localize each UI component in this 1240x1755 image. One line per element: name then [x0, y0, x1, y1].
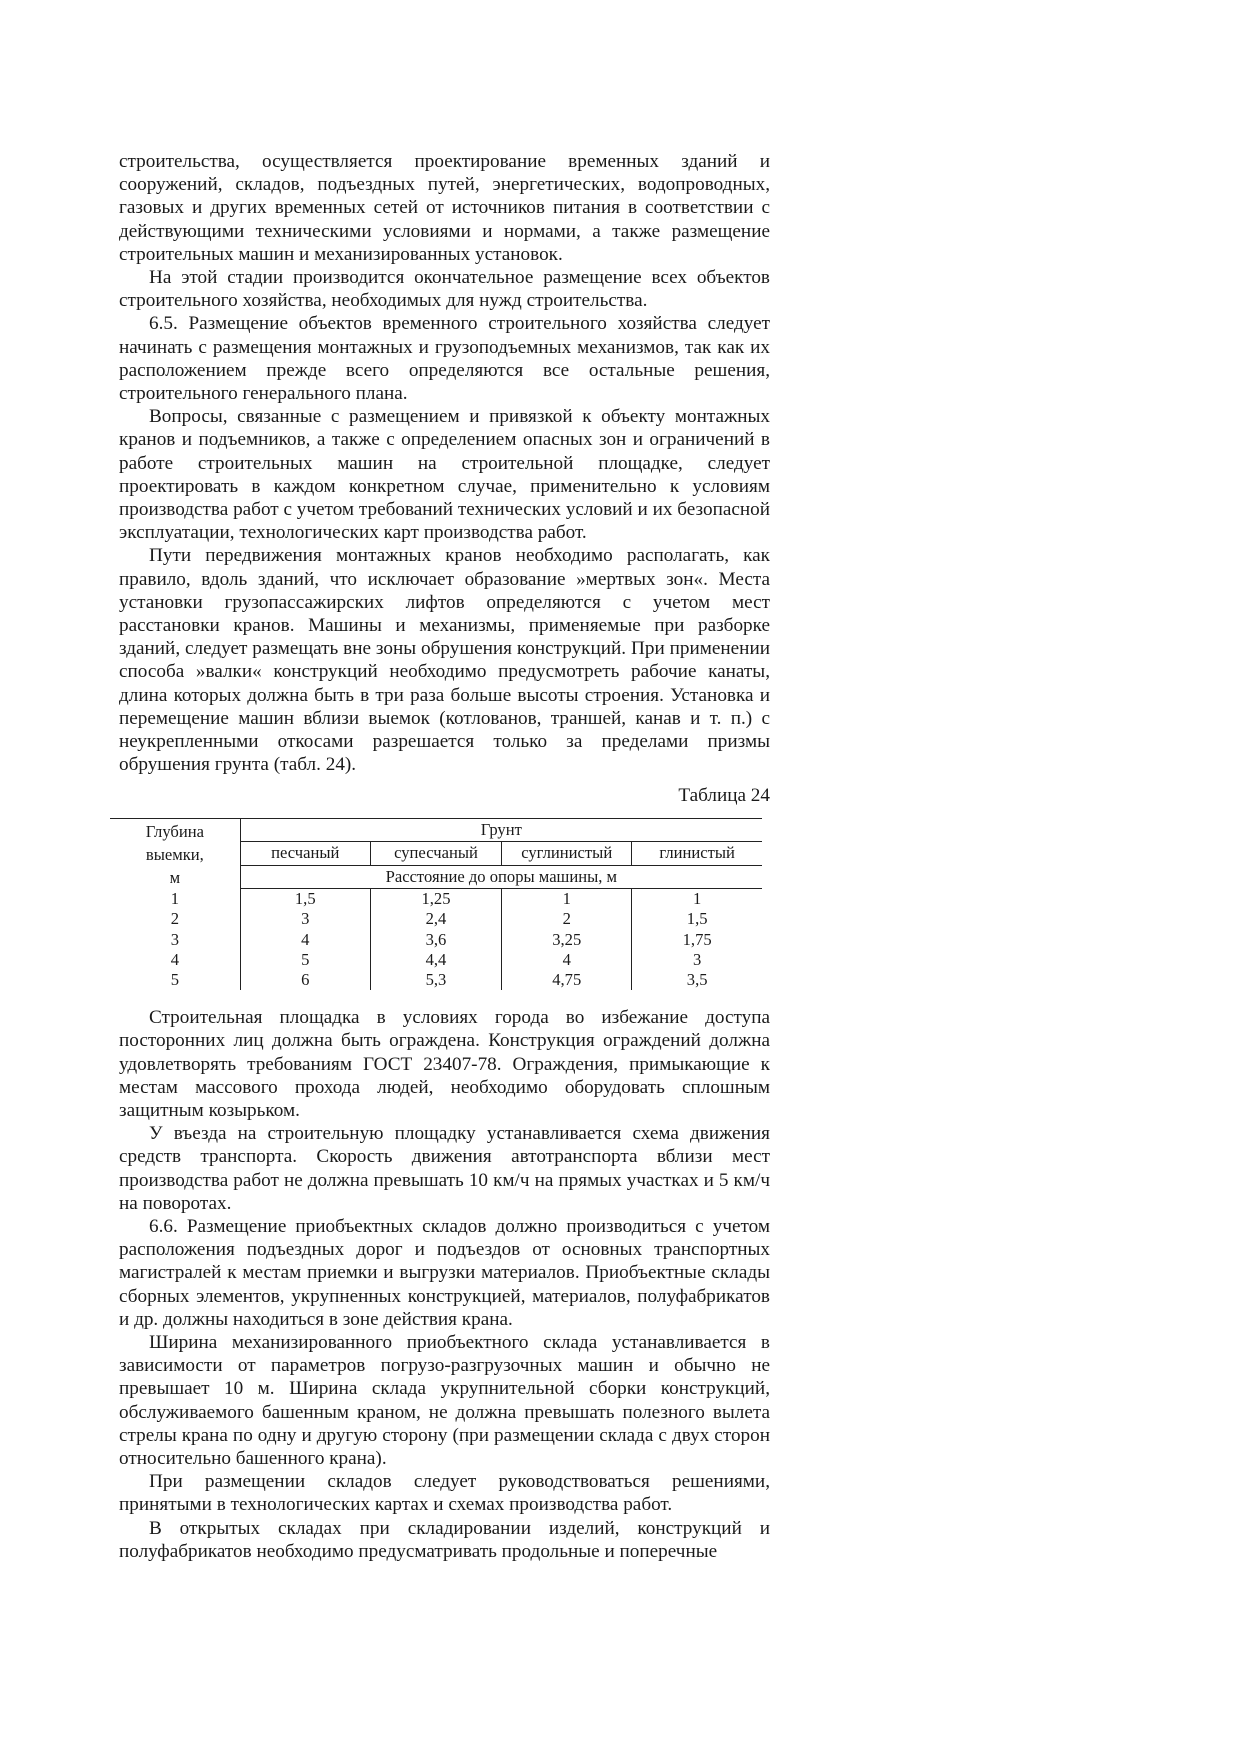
table-cell: 1,75	[682, 929, 712, 949]
paragraph: 6.6. Размещение приобъектных складов должно производиться с учетом расположения подъездных дорог и подъездов от основных транспортных магистралей к местам приемки и выгрузки материалов. Приобъектные склады сборных элементов, укрупненных конструкцией, материалов, полуфабрикатов и др. должны находиться в зоне действия крана.	[119, 1216, 770, 1330]
text-block-before-table	[119, 150, 770, 776]
soil-type-header: супесчаный	[370, 842, 501, 866]
paragraph: Ширина механизированного приобъектного склада устанавливается в зависимости от параметров погрузо-разгрузочных машин и обычно не превышает 10 м. Ширина склада укрупнительной сборки конструкций, обслуживаемого башенным краном, не должна превышать полезного вылета стрелы крана по одну и другую сторону (при размещении склада с двух сторон относительно башенного крана).	[119, 1332, 770, 1470]
table-cell: 2	[110, 909, 240, 929]
paragraph: На этой стадии производится окончательное размещение всех объектов строительного хозяйства, необходимых для нужд строительства.	[119, 267, 770, 312]
table-cell: 1	[502, 889, 632, 910]
table-row	[110, 930, 762, 950]
distance-header: Расстояние до опоры машины, м	[240, 865, 762, 889]
paragraph: Пути передвижения монтажных кранов необходимо располагать, как правило, вдоль зданий, что исключает образование »мертвых зон«. Места установки грузопассажирских лифтов определяются с учетом мест расстановки кранов. Машины и механизмы, применяемые при разборке зданий, следует размещать вне зоны обрушения конструкций. При применении способа »валки« конструкций необходимо предусмотреть рабочие канаты, длина которых должна быть в три раза больше высоты строения. Установка и перемещение машин вблизи выемок (котлованов, траншей, канав и т. п.) с неукрепленными откосами разрешается только за пределами призмы обрушения грунта (табл. 24).	[119, 545, 770, 776]
table-cell: 4	[502, 950, 632, 970]
table-row	[110, 889, 762, 910]
soil-distance-table	[110, 818, 762, 991]
table-row	[110, 950, 762, 970]
depth-header-line: м	[169, 867, 181, 887]
table-cell: 6	[240, 970, 370, 990]
depth-header-line: выемки,	[145, 844, 204, 864]
table-cell: 4,4	[370, 950, 501, 970]
table-cell: 2,4	[370, 909, 501, 929]
text-block-after-table	[119, 1006, 770, 1563]
table-cell: 1,5	[240, 889, 370, 910]
table-cell: 1	[693, 889, 702, 909]
paragraph: строительства, осуществляется проектирование временных зданий и сооружений, складов, подъездных путей, энергетических, водопроводных, газовых и других временных сетей от источников питания в соответствии с действующими техническими условиями и нормами, а также размещение строительных машин и механизированных установок.	[119, 151, 770, 265]
table-caption: Таблица 24	[678, 785, 770, 807]
soil-group-header: Грунт	[240, 818, 762, 842]
depth-column-header	[110, 818, 240, 889]
table-cell: 4	[110, 950, 240, 970]
paragraph: В открытых складах при складировании изделий, конструкций и полуфабрикатов необходимо предусматривать продольные и поперечные	[119, 1517, 770, 1562]
paragraph: Строительная площадка в условиях города во избежание доступа посторонних лиц должна быть ограждена. Конструкция ограждений должна удовлетворять требованиям ГОСТ 23407-78. Ограждения, примыкающие к местам массового прохода людей, необходимо оборудовать сплошным защитным козырьком.	[119, 1007, 770, 1122]
table-cell: 4,75	[502, 970, 632, 990]
paragraph: У въезда на строительную площадку устанавливается схема движения средств транспорта. Скорость движения автотранспорта вблизи мест производства работ не должна превышать 10 км/ч на прямых участках и 5 км/ч на поворотах.	[119, 1123, 770, 1214]
table-cell: 3,6	[370, 930, 501, 950]
soil-type-header: глинистый	[632, 842, 762, 866]
soil-type-header: песчаный	[240, 842, 370, 866]
table-cell: 1,5	[686, 909, 708, 929]
depth-header-line: Глубина	[145, 821, 204, 841]
table-24	[110, 818, 762, 991]
table-row	[110, 970, 762, 990]
table-row	[110, 909, 762, 929]
table-cell: 5,3	[370, 970, 501, 990]
table-cell: 5	[110, 970, 240, 990]
table-cell: 1	[110, 889, 240, 910]
table-cell: 3	[693, 949, 702, 969]
paragraph: 6.5. Размещение объектов временного строительного хозяйства следует начинать с размещения монтажных и грузоподъемных механизмов, так как их расположением прежде всего определяются все остальные решения, строительного генерального плана.	[119, 313, 770, 405]
document-page	[119, 150, 770, 1563]
table-cell: 5	[240, 950, 370, 970]
table-cell: 3	[110, 930, 240, 950]
table-cell: 3,5	[686, 970, 708, 989]
paragraph: Вопросы, связанные с размещением и привязкой к объекту монтажных кранов и подъемников, а также с определением опасных зон и ограничений в работе строительных машин на строительной площадке, следует проектировать в каждом конкретном случае, применительно к условиям производства работ с учетом требований технических условий и их безопасной эксплуатации, технологических карт производства работ.	[119, 406, 770, 544]
table-cell: 3,25	[502, 930, 632, 950]
table-cell: 4	[240, 930, 370, 950]
table-cell: 1,25	[370, 889, 501, 910]
table-cell: 3	[240, 909, 370, 929]
table-cell: 2	[502, 909, 632, 929]
paragraph: При размещении складов следует руководствоваться решениями, принятыми в технологических картах и схемах производства работ.	[119, 1471, 770, 1516]
soil-type-header: суглинистый	[502, 842, 632, 866]
